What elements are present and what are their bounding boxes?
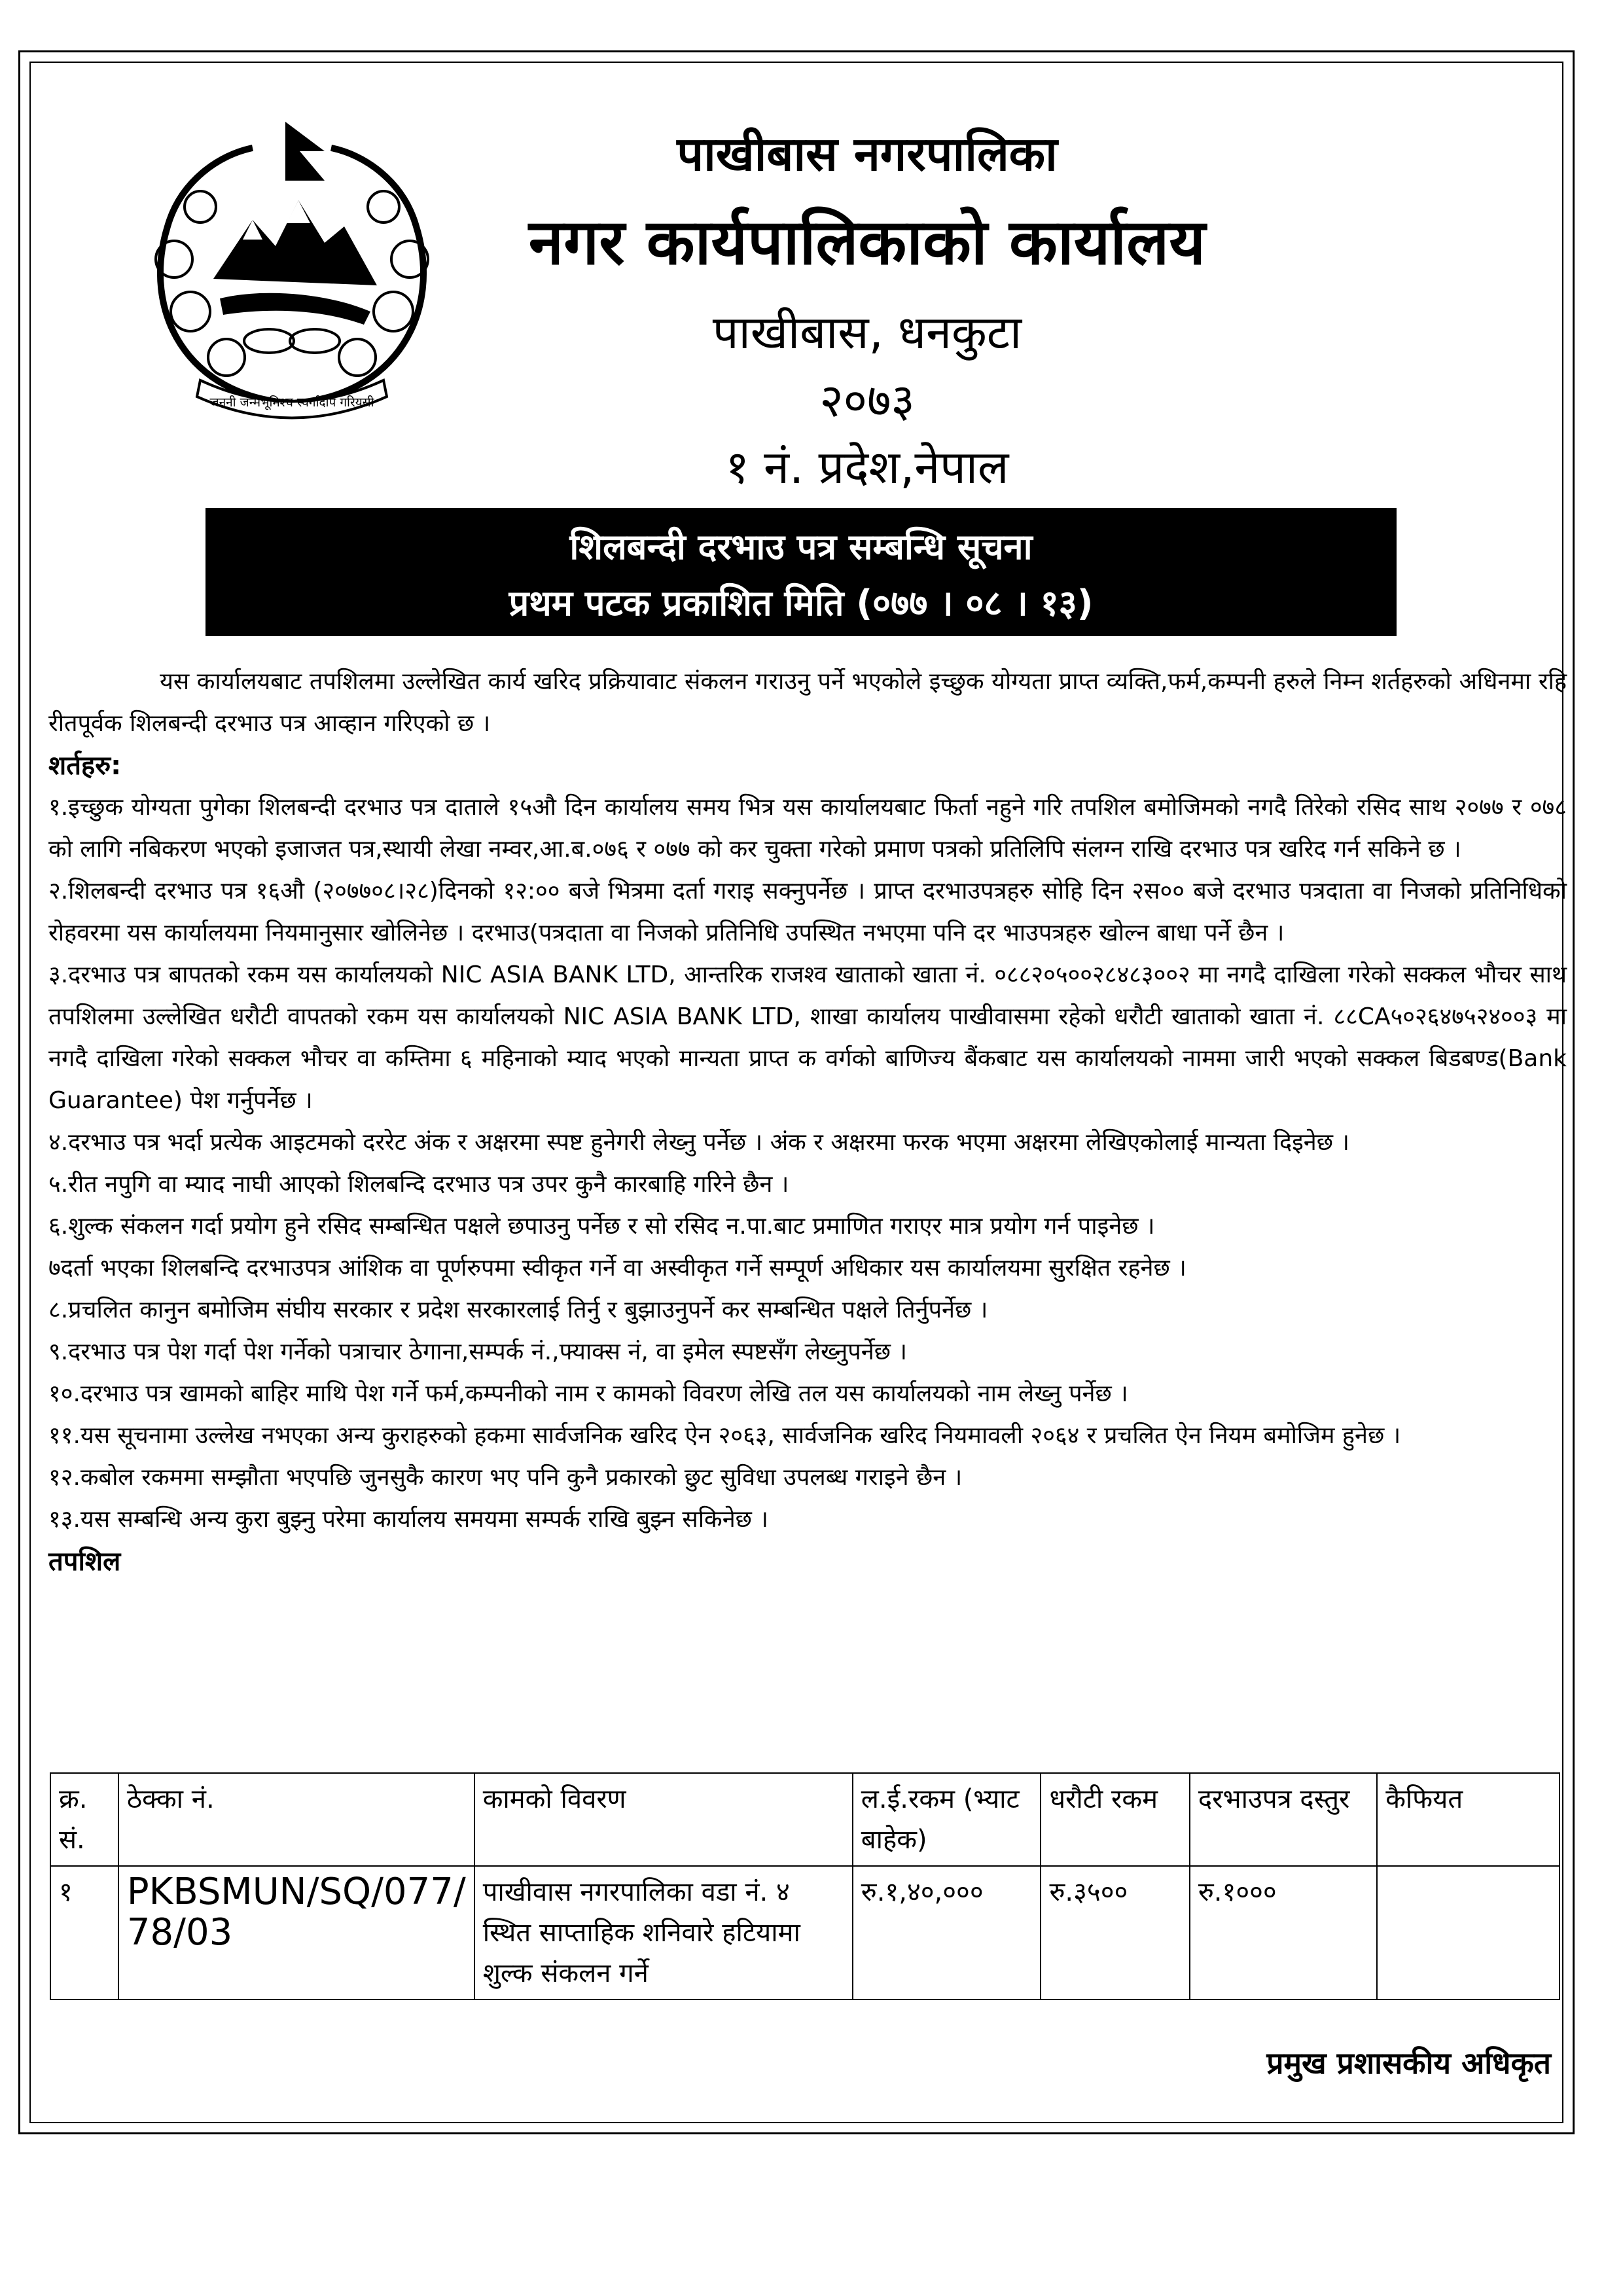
signatory-title: प्रमुख प्रशासकीय अधिकृत bbox=[1266, 2045, 1551, 2081]
condition-item: ११.यस सूचनामा उल्लेख नभएका अन्य कुराहरुको हकमा सार्वजनिक खरिद ऐन २०६३, सार्वजनिक खरिद नियमावली २०६४ र प्रचलित ऐन नियम बमोजिम हुनेछ । bbox=[48, 1422, 1401, 1449]
column-header: क्र. सं. bbox=[50, 1773, 118, 1866]
condition-item: २.शिलबन्दी दरभाउ पत्र १६औ (२०७७०८।२८)दिनको १२:०० बजे भित्रमा दर्ता गराइ सक्नुपर्नेछ । प्राप्त दरभाउपत्रहरु सोहि दिन २स०० बजे दरभाउ पत्रदाता वा निजको प्रतिनिधिको रोहवरमा यस कार्यालयमा नियमानुसार खोलिनेछ । दरभाउ(पत्रदाता वा निजको प्रतिनिधि उपस्थित नभएमा पनि दर भाउपत्रहरु खोल्न बाधा पर्ने छैन । bbox=[48, 878, 1567, 946]
column-header: कैफियत bbox=[1377, 1773, 1560, 1866]
condition-item: १०.दरभाउ पत्र खामको बाहिर माथि पेश गर्ने फर्म,कम्पनीको नाम र कामको विवरण लेखि तल यस कार्यालयको नाम लेख्नु पर्नेछ । bbox=[48, 1380, 1128, 1407]
condition-item: ५.रीत नपुगि वा म्याद नाघी आएको शिलबन्दि दरभाउ पत्र उपर कुनै कारबाहि गरिने छैन । bbox=[48, 1171, 789, 1198]
establishment-year: २०७३ bbox=[819, 374, 915, 427]
deposit-amount-cell: रु.३५०० bbox=[1041, 1866, 1189, 2000]
contract-number-cell: PKBSMUN/SQ/077/ 78/03 bbox=[118, 1866, 474, 2000]
condition-item: ७दर्ता भएका शिलबन्दि दरभाउपत्र आंशिक वा पूर्णरुपमा स्वीकृत गर्ने वा अस्वीकृत गर्ने सम्पूर्ण अधिकार यस कार्यालयमा सुरक्षित रहनेछ । bbox=[48, 1255, 1186, 1282]
column-header: कामको विवरण bbox=[474, 1773, 853, 1866]
table-row bbox=[50, 1866, 1560, 2000]
notice-body bbox=[48, 661, 1567, 1583]
office-location: पाखीबास, धनकुटा bbox=[712, 306, 1022, 359]
province-name: १ नं. प्रदेश,नेपाल bbox=[725, 440, 1009, 494]
notice-title: शिलबन्दी दरभाउ पत्र सम्बन्धि सूचना bbox=[569, 526, 1033, 567]
municipality-name: पाखीबास नगरपालिका bbox=[677, 126, 1058, 181]
column-header: दरभाउपत्र दस्तुर bbox=[1190, 1773, 1377, 1866]
estimated-amount-cell: रु.१,४०,००० bbox=[853, 1866, 1041, 2000]
column-header: ठेक्का नं. bbox=[118, 1773, 474, 1866]
condition-item: ६.शुल्क संकलन गर्दा प्रयोग हुने रसिद सम्बन्धित पक्षले छपाउनु पर्नेछ र सो रसिद न.पा.बाट प्रमाणित गराएर मात्र प्रयोग गर्न पाइनेछ । bbox=[48, 1213, 1155, 1240]
remarks-cell bbox=[1377, 1866, 1560, 2000]
column-header: धरौटी रकम bbox=[1041, 1773, 1189, 1866]
nepal-emblem-icon bbox=[128, 115, 455, 429]
work-description-cell: पाखीवास नगरपालिका वडा नं. ४ स्थित साप्ताहिक शनिवारे हटियामा शुल्क संकलन गर्ने bbox=[474, 1866, 853, 2000]
column-header: ल.ई.रकम (भ्याट बाहेक) bbox=[853, 1773, 1041, 1866]
emblem-motto: जननी जन्मभूमिश्च स्वर्गादपि गरियसी bbox=[209, 395, 374, 410]
conditions-heading: शर्तहरु: bbox=[48, 751, 122, 781]
condition-item: ३.दरभाउ पत्र बापतको रकम यस कार्यालयको NIC ASIA BANK LTD, आन्तरिक राजश्व खाताको खाता नं. ०८८२०५००२८४८३००२ मा नगदै दाखिला गरेको सक्कल भौचर साथ तपशिलमा उल्लेखित धरौटी वापतको रकम यस कार्यालयको NIC ASIA BANK LTD, शाखा कार्यालय पाखीवासमा रहेको धरौटी खाताको खाता नं. ८८CA५०२६४७५२४००३ मा नगदै दाखिला गरेको सक्कल भौचर वा कम्तिमा ६ महिनाको म्याद भएको मान्यता प्राप्त क वर्गको बाणिज्य बैंकबाट यस कार्यालयको नाममा जारी भएको सक्कल बिडबण्ड(Bank Guarantee) पेश गर्नुपर्नेछ । bbox=[48, 961, 1567, 1114]
condition-item: १३.यस सम्बन्धि अन्य कुरा बुझ्नु परेमा कार्यालय समयमा सम्पर्क राखि बुझ्न सकिनेछ । bbox=[48, 1506, 768, 1533]
notice-publish-date: प्रथम पटक प्रकाशित मिति (०७७ । ०८ । १३) bbox=[508, 583, 1094, 624]
table-header-row bbox=[50, 1773, 1560, 1866]
condition-item: १२.कबोल रकममा सम्झौता भएपछि जुनसुकै कारण भए पनि कुनै प्रकारको छुट सुविधा उपलब्ध गराइने छैन । bbox=[48, 1464, 963, 1491]
condition-item: ४.दरभाउ पत्र भर्दा प्रत्येक आइटमको दररेट अंक र अक्षरमा स्पष्ट हुनेगरी लेख्नु पर्नेछ । अंक र अक्षरमा फरक भएमा अक्षरमा लेखिएकोलाई मान्यता दिइनेछ । bbox=[48, 1129, 1350, 1156]
condition-item: १.इच्छुक योग्यता पुगेका शिलबन्दी दरभाउ पत्र दाताले १५औ दिन कार्यालय समय भित्र यस कार्यालयबाट फिर्ता नहुने गरि तपशिल बमोजिमको नगदै तिरेको रसिद साथ २०७७ र ०७८ को लागि नबिकरण भएको इजाजत पत्र,स्थायी लेखा नम्वर,आ.ब.०७६ र ०७७ को कर चुक्ता गरेको प्रमाण पत्रको प्रतिलिपि संलग्न राखि दरभाउ पत्र खरिद गर्न सकिने छ । bbox=[48, 794, 1567, 863]
office-name: नगर कार्यपालिकाको कार्यालय bbox=[528, 206, 1206, 279]
notice-banner bbox=[205, 508, 1397, 636]
condition-item: ८.प्रचलित कानुन बमोजिम संघीय सरकार र प्रदेश सरकारलाई तिर्नु र बुझाउनुपर्ने कर सम्बन्धित पक्षले तिर्नुपर्नेछ । bbox=[48, 1297, 988, 1323]
schedule-table bbox=[50, 1772, 1560, 2000]
intro-paragraph: यस कार्यालयबाट तपशिलमा उल्लेखित कार्य खरिद प्रक्रियावाट संकलन गराउनु पर्ने भएकोले इच्छुक योग्यता प्राप्त व्यक्ति,फर्म,कम्पनी हरुले निम्न शर्तहरुको अधिनमा रहि रीतपूर्वक शिलबन्दी दरभाउ पत्र आव्हान गरिएको छ । bbox=[48, 668, 1567, 737]
serial-cell: १ bbox=[50, 1866, 118, 2000]
condition-item: ९.दरभाउ पत्र पेश गर्दा पेश गर्नेको पत्राचार ठेगाना,सम्पर्क नं.,फ्याक्स नं, वा इमेल स्पष्टसँग लेख्नुपर्नेछ । bbox=[48, 1338, 908, 1365]
bid-fee-cell: रु.१००० bbox=[1190, 1866, 1377, 2000]
schedule-heading: तपशिल bbox=[48, 1547, 121, 1577]
